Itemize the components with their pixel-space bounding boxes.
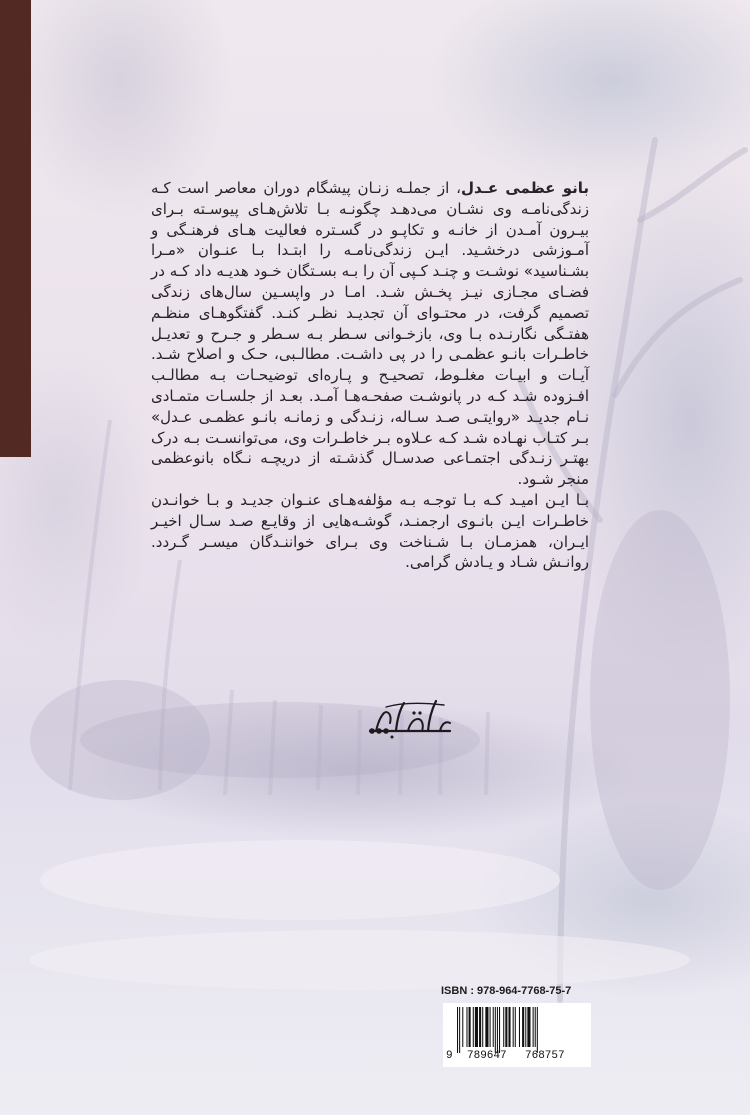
publisher-calligraphy-logo-icon <box>366 693 454 739</box>
synopsis-paragraph-2: بـا ایـن امیـد کـه بـا توجـه بـه مؤلفه‌هـای عنـوان جدیـد و بـا خوانـدن خاطـرات ایـن بانـوی ارجمنـد، گوشـه‌هایی از وقایـع صـد سـال اخیـر ایـران، همزمـان بـا شـناخت وی بـرای خواننـدگان میسـر گـردد. روانـش شـاد و یـادش گرامی. <box>151 490 589 572</box>
barcode-lead-digit: 9 <box>446 1050 453 1062</box>
barcode-icon <box>457 1007 581 1053</box>
publisher-logo-text: نشر و پژوهش شیرازه <box>366 693 376 694</box>
barcode-digits <box>443 1050 591 1064</box>
publisher-logo <box>366 693 454 739</box>
synopsis-paragraph-1-body: ، از جملـه زنـان پیشگام دوران معاصر است کـه زندگی‌نامـه وی نشـان می‌دهـد چگونـه بـا تلاش‌هـای پیوسـته بـرای بیـرون آمـدن از خانـه و تکاپـو در گسـتره فعالیت هـای فرهنـگی و آمـوزشی درخشـید. ایـن زندگی‌نامـه را ابتـدا بـا عنـوان «مـرا بشـناسید» نوشـت و چنـد کـپی آن را بـه بسـتگان خـود هدیـه داد کـه در فضـای مجـازی نیـز پخـش شـد. امـا در واپسـین سال‌های زندگی تصمیم گرفت، در محتـوای آن تجدیـد نظـر کنـد. گفتگوهـای منظـم هفتـگی نگارنـده بـا وی، بازخـوانی سـطر بـه سـطر و جـرح و تعدیـل خاطـرات بانـو عظمـی را در پی داشـت. مطالـبی، حـک و اصلاح شـد. آیـات و ابیـات مغلـوط، تصحیـح و پـاره‌ای توضیحـات بـه مطالـب افـزوده شـد کـه در پانوشـت صفحـه‌هـا آمـد. بعـد از جلسـات متمـادی نـام جدیـد «روایتـی صـد سـاله، زنـدگی و زمانـه بانـو عظمـی عـدل» بـر کتـاب نهـاده شـد کـه عـلاوه بـر خاطـرات وی، می‌توانسـت بـه درک بهتـر زنـدگی اجتمـاعی صدسـال گذشـته از دریچـه نـگاه بانوعظمی منجر شـود. <box>151 179 589 489</box>
isbn-number: ISBN : 978-964-7768-75-7 <box>441 985 572 997</box>
synopsis-paragraph-1 <box>151 178 589 490</box>
barcode-left-group: 789647 <box>467 1050 507 1062</box>
synopsis-text <box>151 178 589 573</box>
book-spine-edge <box>0 0 31 457</box>
subject-name: بانو عظمی عـدل <box>461 179 590 197</box>
barcode <box>443 1003 591 1067</box>
barcode-right-group: 768757 <box>525 1050 565 1062</box>
